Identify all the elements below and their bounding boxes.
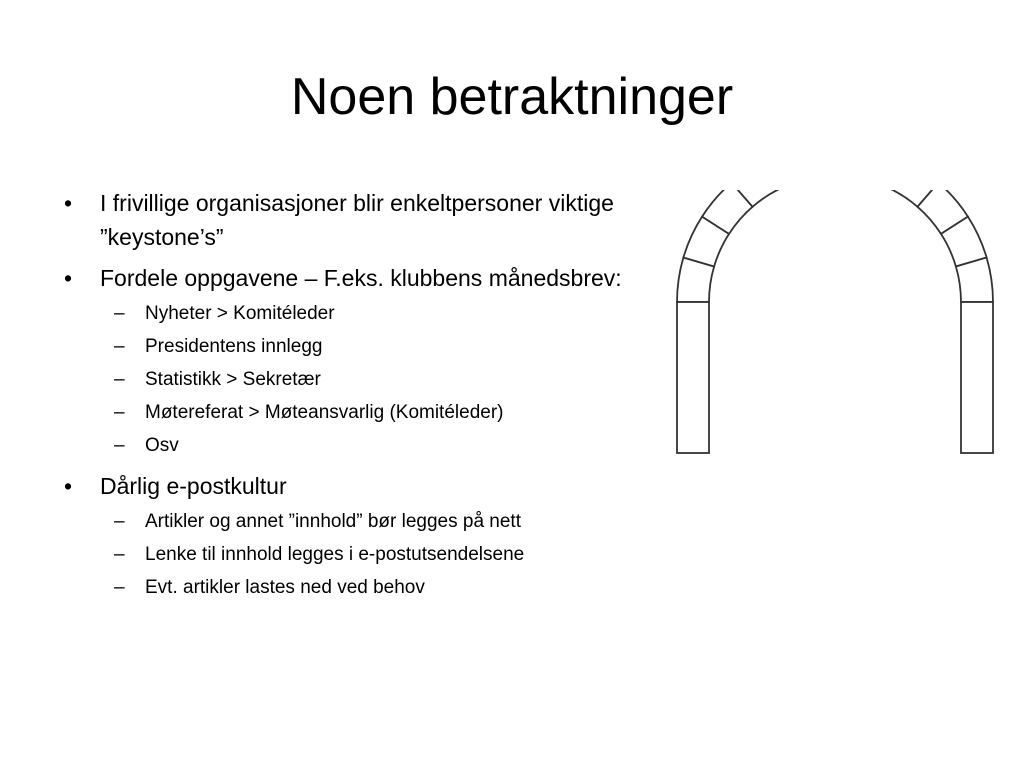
bullet-item [58,261,638,462]
bullet-item [58,469,638,604]
dash-glyph: – [114,402,125,423]
bullet-glyph: • [63,473,73,499]
dash-glyph: – [114,544,125,565]
bullet-text: I frivillige organisasjoner blir enkeltpersoner viktige ”keystone’s” [100,190,614,250]
sub-bullet-text: Presidentens innlegg [145,336,323,357]
dash-glyph: – [114,369,125,390]
sub-bullet-item [58,538,638,571]
sub-bullet-list [100,297,638,462]
sub-bullet-item [58,396,638,429]
sub-bullet-text: Nyheter > Komitéleder [145,303,335,324]
bullet-list [58,186,638,604]
bullet-list-container [58,186,638,611]
sub-bullet-text: Evt. artikler lastes ned ved behov [145,577,425,598]
arch-stone [956,257,993,302]
sub-bullet-text: Osv [145,435,179,456]
sub-bullet-item [58,330,638,363]
bullet-glyph: • [63,190,73,216]
right-pillar [961,302,993,453]
sub-bullet-item [58,505,638,538]
sub-bullet-item [58,297,638,330]
bullet-text: Fordele oppgavene – F.eks. klubbens månedsbrev: [100,265,622,291]
bullet-item [58,186,638,254]
dash-glyph: – [114,511,125,532]
dash-glyph: – [114,336,125,357]
dash-glyph: – [114,435,125,456]
slide-title: Noen betraktninger [290,68,734,126]
bullet-glyph: • [63,265,73,291]
dash-glyph: – [114,577,125,598]
sub-bullet-item [58,571,638,604]
sub-bullet-item [58,429,638,462]
sub-bullet-list [100,505,638,604]
sub-bullet-text: Artikler og annet ”innhold” bør legges på nett [145,511,521,532]
sub-bullet-text: Statistikk > Sekretær [145,369,321,390]
left-pillar [677,302,709,453]
arch-stones [677,190,993,302]
bullet-text: Dårlig e-postkultur [100,473,287,499]
sub-bullet-text: Møtereferat > Møteansvarlig (Komitéleder) [145,402,504,423]
stone-arch-icon [670,190,1010,460]
sub-bullet-text: Lenke til innhold legges i e-postutsendelsene [145,544,525,565]
sub-bullet-item [58,363,638,396]
dash-glyph: – [114,303,125,324]
